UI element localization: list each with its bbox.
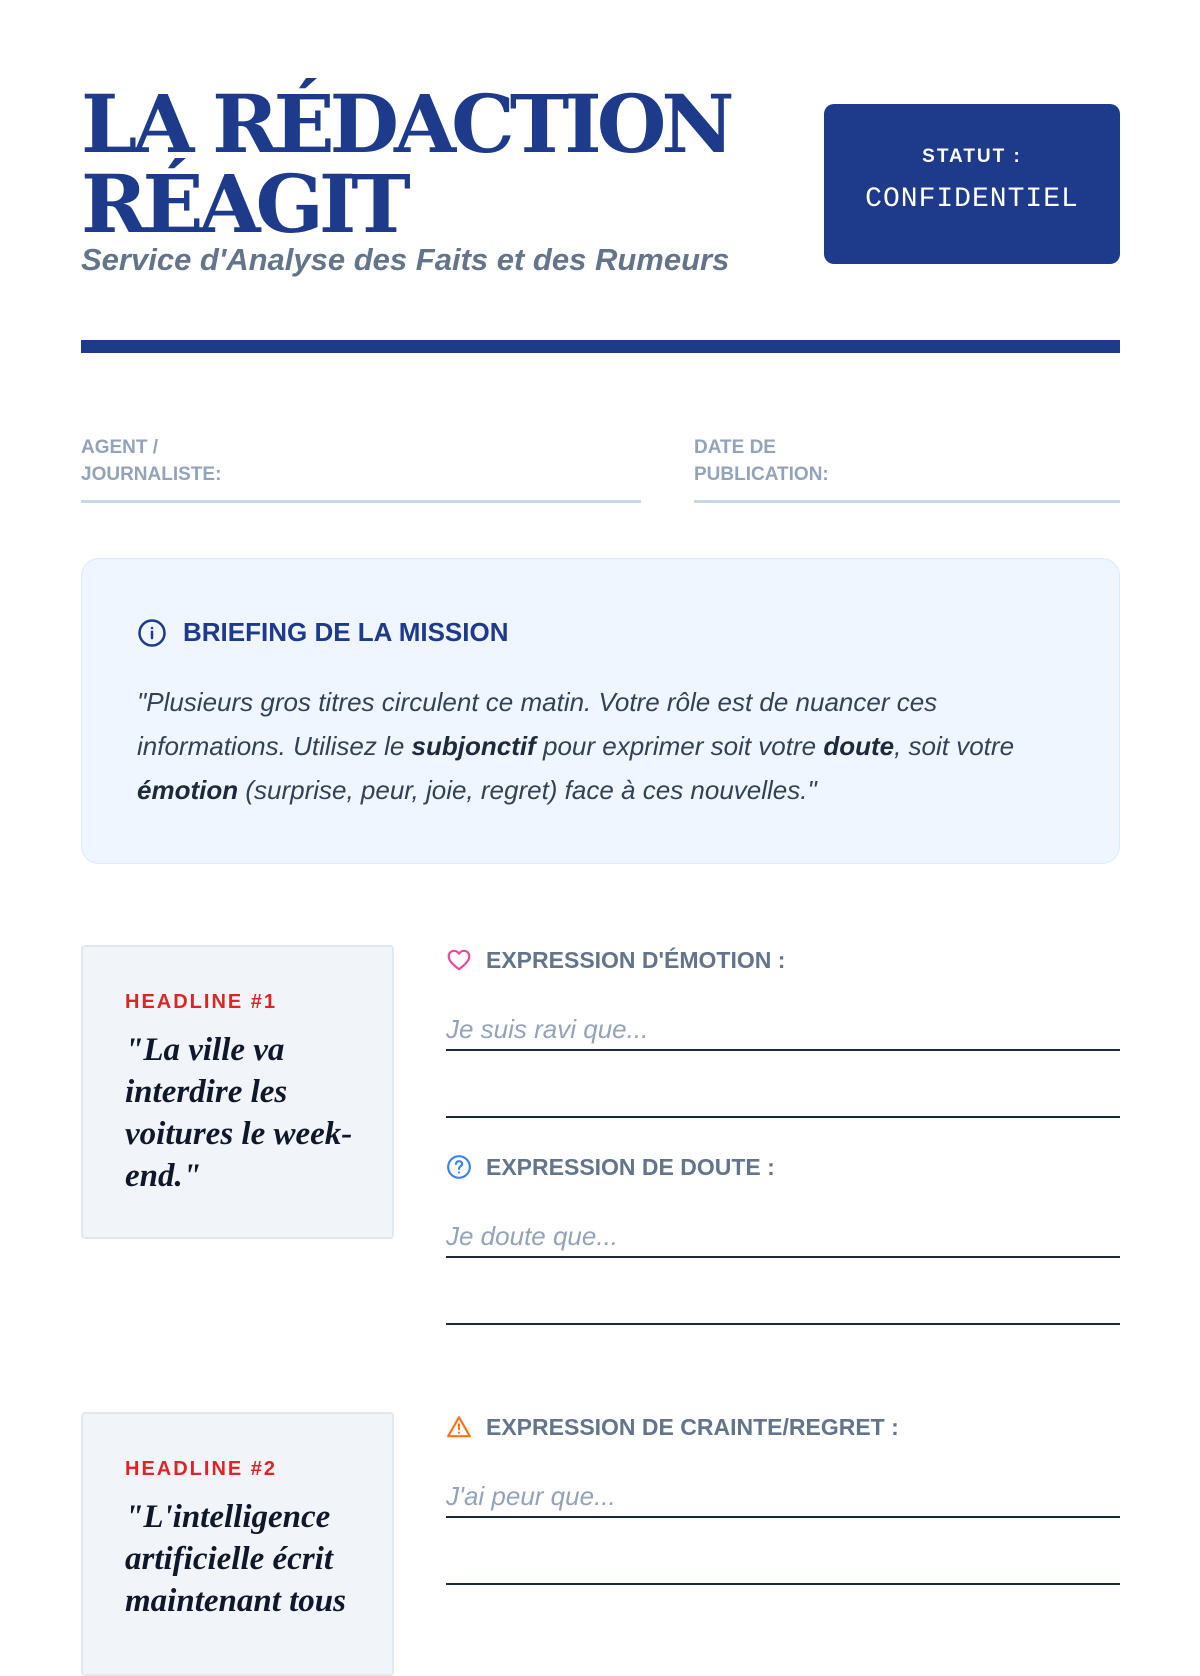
page-title: LA RÉDACTION RÉAGIT [81, 77, 730, 251]
doute-answer-placeholder: Je doute que... [446, 1221, 619, 1251]
doute-answer-title: EXPRESSION DE DOUTE : [486, 1153, 775, 1180]
headline-label: HEADLINE #1 [125, 991, 278, 1013]
emotion-answer-title: EXPRESSION D'ÉMOTION : [486, 946, 786, 973]
question-icon [446, 1154, 472, 1180]
crainte-answer-title: EXPRESSION DE CRAINTE/REGRET : [486, 1413, 899, 1440]
header [81, 78, 1120, 288]
agent-field[interactable] [81, 434, 641, 503]
briefing-keyword-subjonctif: subjonctif [411, 731, 536, 761]
headline-quote: "La ville va interdire les voitures le week-end." [125, 1032, 353, 1194]
briefing-keyword-emotion: émotion [137, 775, 239, 805]
status-badge [824, 104, 1120, 264]
doute-answer-header [446, 1152, 1120, 1182]
briefing-box [81, 558, 1120, 864]
header-divider [81, 340, 1120, 353]
warning-icon [446, 1414, 472, 1440]
headline-label: HEADLINE #2 [125, 1458, 278, 1480]
emotion-answer-line[interactable] [446, 1014, 1120, 1051]
briefing-text-part-3: , soit votre [894, 731, 1015, 761]
emotion-answer-block [446, 945, 1120, 1118]
heart-icon [446, 947, 472, 973]
briefing-text-part-4: (surprise, peur, joie, regret) face à ces nouvelles." [238, 775, 817, 805]
briefing-text-part-1: "Plusieurs gros titres circulent ce matin. Votre rôle est de nuancer ces informations. Utilisez le [137, 687, 938, 761]
date-field-label: DATE DE PUBLICATION: [694, 437, 829, 485]
emotion-answer-placeholder: Je suis ravi que... [446, 1014, 649, 1044]
crainte-answer-line-2[interactable] [446, 1553, 1120, 1585]
date-field[interactable] [694, 434, 1120, 503]
crainte-answer-placeholder: J'ai peur que... [446, 1481, 616, 1511]
doute-answer-line[interactable] [446, 1221, 1120, 1258]
doute-answer-line-2[interactable] [446, 1293, 1120, 1325]
headline-quote: "L'intelligence artificielle écrit maintenant tous [125, 1499, 346, 1619]
briefing-header [137, 617, 509, 648]
briefing-keyword-doute: doute [823, 731, 895, 761]
status-value: CONFIDENTIEL [865, 184, 1079, 215]
agent-field-label: AGENT / JOURNALISTE: [81, 437, 222, 485]
doute-answer-block [446, 1152, 1120, 1325]
briefing-text [137, 680, 1057, 812]
headline-card-2 [81, 1412, 394, 1676]
headline-card-1 [81, 945, 394, 1239]
briefing-text-part-2: pour exprimer soit votre [535, 731, 824, 761]
crainte-answer-block [446, 1412, 1120, 1585]
emotion-answer-header [446, 945, 1120, 975]
info-icon [137, 618, 167, 648]
briefing-title: BRIEFING DE LA MISSION [183, 617, 509, 647]
page-subtitle: Service d'Analyse des Faits et des Rumeurs [81, 242, 730, 277]
crainte-answer-header [446, 1412, 1120, 1442]
crainte-answer-line[interactable] [446, 1481, 1120, 1518]
status-label: STATUT : [922, 146, 1022, 167]
emotion-answer-line-2[interactable] [446, 1086, 1120, 1118]
